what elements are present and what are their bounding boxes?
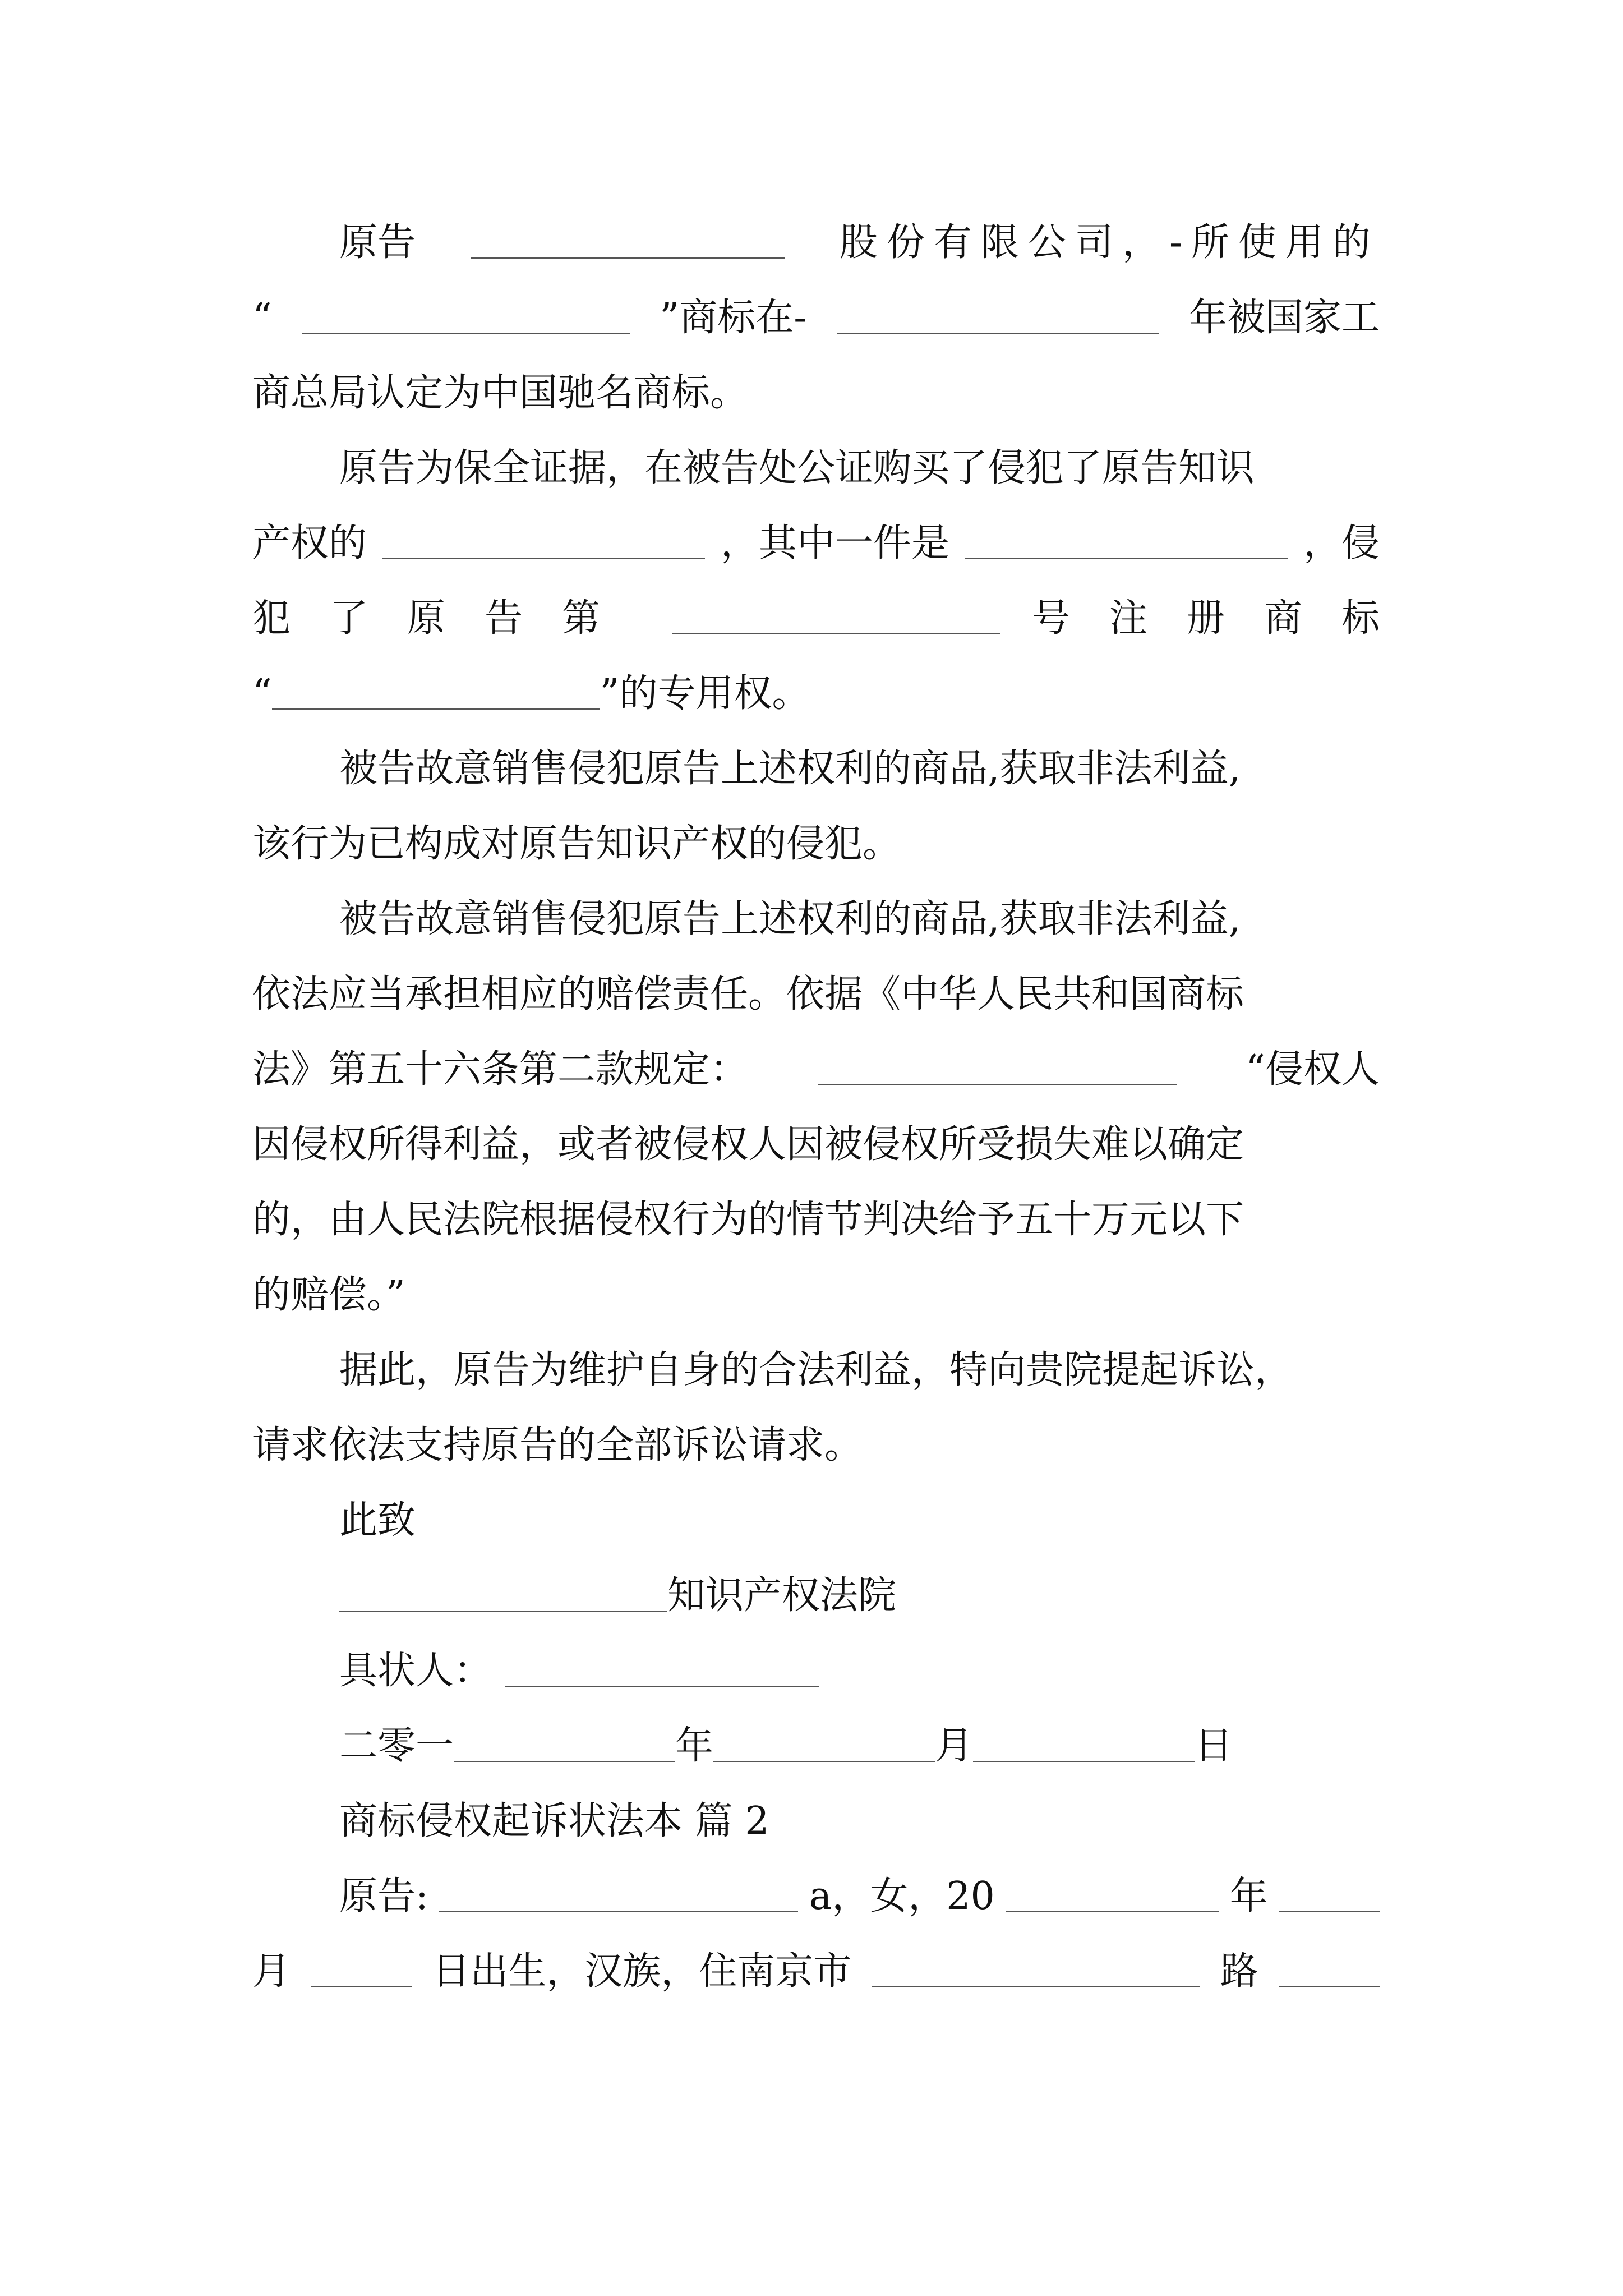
signer-line <box>339 1643 819 1699</box>
fill-blank <box>837 333 1159 334</box>
fill-blank <box>454 1761 675 1762</box>
text: 请求依法支持原告的全部诉讼请求。 <box>252 1423 863 1467</box>
text: 法》第五十六条第二款规定： <box>252 1047 749 1092</box>
p3-line2 <box>252 816 901 872</box>
text: ，侵 <box>1303 521 1380 565</box>
text: 号注册商标 <box>1031 596 1419 641</box>
salutation <box>339 1493 416 1549</box>
fill-blank <box>505 1686 819 1687</box>
section-heading <box>339 1793 769 1849</box>
text: 原告: <box>339 1874 428 1918</box>
date-line <box>339 1718 1233 1774</box>
text: 二零一 <box>339 1724 454 1768</box>
text: 股份有限公司，-所使用的 <box>840 220 1380 265</box>
s2-line2 <box>252 1944 1380 2000</box>
text: 日出生，汉族，住南京市 <box>432 1949 852 1994</box>
fill-blank <box>965 558 1288 559</box>
p1-line1 <box>339 215 1380 271</box>
text: “ <box>252 671 272 716</box>
fill-blank <box>1279 1911 1380 1912</box>
p4-line4 <box>252 1117 1244 1173</box>
court-line <box>339 1568 896 1624</box>
p4-line2 <box>252 967 1244 1023</box>
p4-line6 <box>252 1267 405 1323</box>
fill-blank <box>1006 1911 1219 1912</box>
fill-blank <box>311 1986 412 1987</box>
p5-line1 <box>339 1342 1293 1398</box>
text: 的，由人民法院根据侵权行为的情节判决给予五十万元以下 <box>252 1198 1244 1242</box>
p4-line1 <box>339 891 1241 947</box>
p4-line3 <box>252 1042 1380 1098</box>
fill-blank <box>713 1761 935 1762</box>
text: 原告为保全证据，在被告处公证购买了侵犯了原告知识 <box>339 446 1255 490</box>
text: 具状人： <box>339 1649 492 1693</box>
fill-blank <box>471 257 785 259</box>
fill-blank <box>302 333 630 334</box>
text: 产权的 <box>252 521 367 565</box>
text: 据此，原告为维护自身的合法利益，特向贵院提起诉讼， <box>339 1348 1293 1392</box>
text: 日 <box>1195 1724 1233 1768</box>
text: 该行为已构成对原告知识产权的侵犯。 <box>252 822 901 866</box>
text: 商标侵权起诉状法本 篇 2 <box>339 1799 769 1843</box>
fill-blank <box>1279 1986 1380 1987</box>
p1-line2 <box>252 290 1380 346</box>
text: 被告故意销售侵犯原告上述权利的商品,获取非法利益, <box>339 747 1241 791</box>
fill-blank <box>272 708 600 710</box>
text: 月 <box>252 1949 291 1994</box>
text: 年被国家工 <box>1188 296 1380 340</box>
text: “侵权人 <box>1246 1047 1380 1092</box>
p4-line5 <box>252 1192 1244 1248</box>
text: a，女，20 <box>809 1874 995 1918</box>
text: 知识产权法院 <box>667 1573 897 1618</box>
text: 路 <box>1220 1949 1258 1994</box>
text: “ <box>252 296 272 340</box>
text: ，其中一件是 <box>720 521 949 565</box>
text: 的赔偿。” <box>252 1273 405 1317</box>
s2-line1 <box>339 1869 1380 1925</box>
text: 因侵权所得利益，或者被侵权人因被侵权所受损失难以确定 <box>252 1122 1244 1167</box>
text: 年 <box>1229 1874 1268 1918</box>
text: 犯了原告第 <box>252 596 640 641</box>
text: 月 <box>935 1724 974 1768</box>
text: 依法应当承担相应的赔偿责任。依据《中华人民共和国商标 <box>252 972 1244 1016</box>
text: ”商标在- <box>660 296 807 340</box>
text: 商总局认定为中国驰名商标。 <box>252 371 749 415</box>
text: 原告 <box>339 220 416 265</box>
p1-line3 <box>252 365 748 421</box>
p2-line3 <box>252 591 1419 647</box>
fill-blank <box>439 1911 798 1912</box>
text: ”的专用权。 <box>600 671 810 716</box>
fill-blank <box>339 1611 667 1612</box>
fill-blank <box>818 1084 1177 1085</box>
text: 此致 <box>339 1498 416 1543</box>
text: 被告故意销售侵犯原告上述权利的商品,获取非法利益, <box>339 897 1241 941</box>
p2-line2 <box>252 516 1380 572</box>
fill-blank <box>672 633 1000 634</box>
fill-blank <box>382 558 705 559</box>
p5-line2 <box>252 1418 863 1474</box>
text: 年 <box>675 1724 714 1768</box>
p2-line1 <box>339 440 1255 496</box>
p3-line1 <box>339 741 1241 797</box>
fill-blank <box>872 1986 1200 1987</box>
fill-blank <box>973 1761 1195 1762</box>
p2-line4 <box>252 666 810 722</box>
